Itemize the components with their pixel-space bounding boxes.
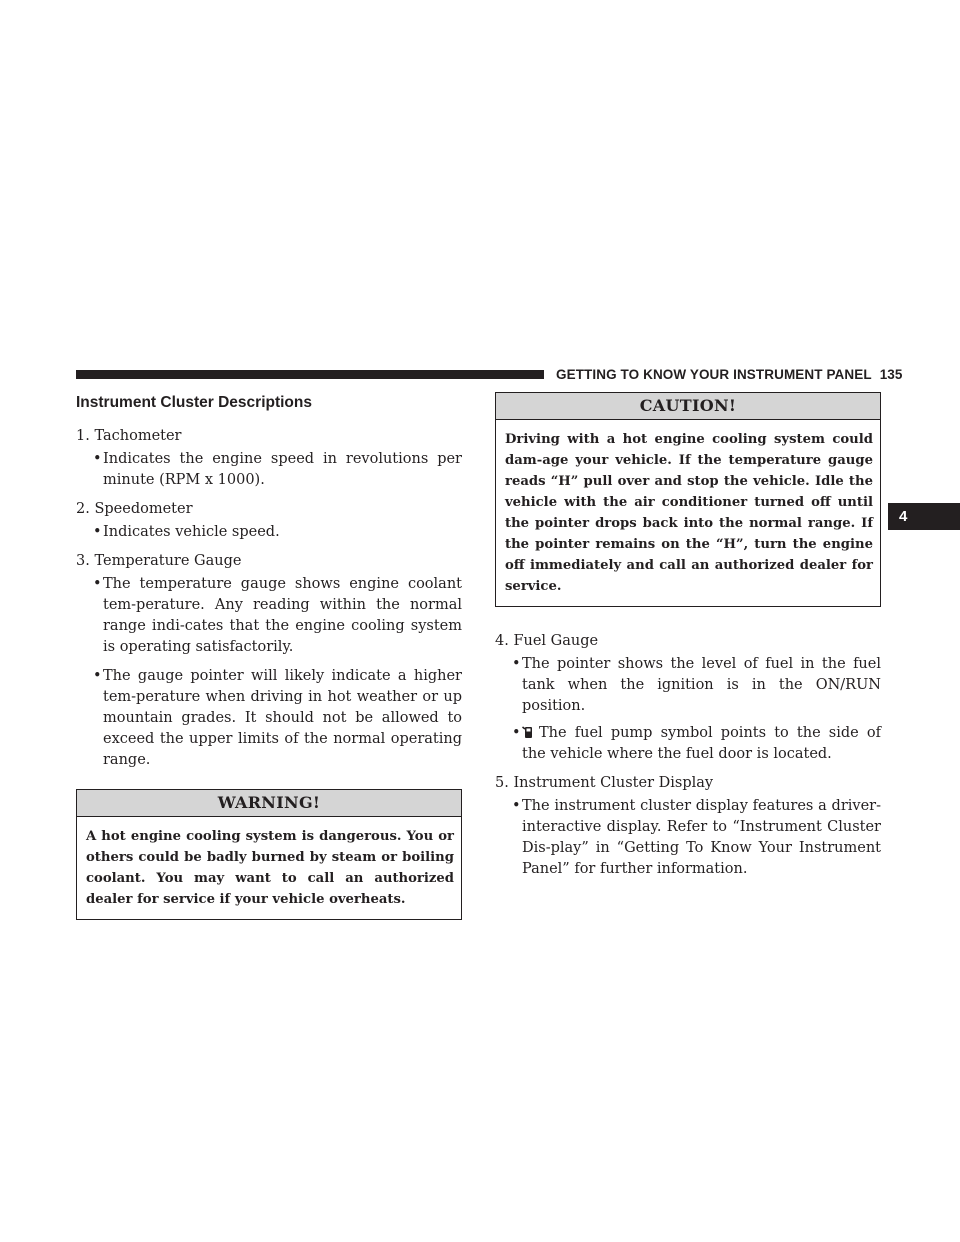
page-number: 135 [879,367,903,382]
bullet-text: • The pointer shows the level of fuel in the fuel tank when the ignition is in the ON/RUN position. [512,656,881,714]
item-title: 3. Temperature Gauge [76,553,242,569]
item-title: 1. Tachometer [76,428,182,444]
bullet-icon: • [93,576,102,592]
right-column [495,392,881,888]
bullet-text: • The gauge pointer will likely indicate a higher tem-perature when driving in hot weather or up mountain grades. It should not be allowed to exceed the upper limits of the normal operating range. [93,668,462,768]
bullet-text: • The temperature gauge shows engine coolant tem-perature. Any reading within the normal range indi-cates that the engine cooling system is operating satisfactorily. [93,576,462,655]
caution-text: Driving with a hot engine cooling system could dam-age your vehicle. If the temperature gauge reads “H” pull over and stop the vehicle. Idle the vehicle with the air conditioner turned off until the pointer drops back into the normal range. If the pointer remains on the “H”, turn the engine off immediately and call an authorized dealer for service. [505,432,873,594]
bullet-text: • Indicates vehicle speed. [76,522,462,543]
warning-title: WARNING! [77,790,461,817]
bullet-icon: • [93,524,102,540]
right-list [495,631,881,880]
bullet-icon: • [512,798,521,814]
bullet-text: • The fuel pump symbol points to the side of the vehicle where the fuel door is located. [512,725,881,762]
list-item-temperature-gauge [76,551,462,771]
bullet-text: • The instrument cluster display features a driver-interactive display. Refer to “Instrument Cluster Dis-play” in “Getting To Know Your Instrument Panel” for further information. [512,798,881,877]
warning-box [76,789,462,920]
bullet-icon: • [512,656,521,672]
item-title: 2. Speedometer [76,501,193,517]
list-item-fuel-gauge [495,631,881,765]
fuel-pump-icon [522,725,535,739]
chapter-tab[interactable]: 4 [888,503,960,530]
bullet-icon: • [93,668,102,684]
bullet-icon: • [93,451,102,467]
caution-title: CAUTION! [496,393,880,420]
bullet-icon: • [512,725,521,741]
item-title: 5. Instrument Cluster Display [495,775,714,791]
running-header [556,367,903,382]
warning-text: A hot engine cooling system is dangerous. You or others could be badly burned by steam or boiling coolant. You may want to call an authorized dealer for service if your vehicle overheats. [86,829,454,907]
header-rule [76,370,544,379]
item-title: 4. Fuel Gauge [495,633,599,649]
list-item-tachometer [76,426,462,491]
bullet-text: • Indicates the engine speed in revolutions per minute (RPM x 1000). [93,451,462,488]
list-item-cluster-display [495,773,881,880]
section-heading: Instrument Cluster Descriptions [76,394,312,411]
left-column [76,392,462,920]
list-item-speedometer [76,499,462,543]
header-title: GETTING TO KNOW YOUR INSTRUMENT PANEL [556,367,872,382]
caution-box [495,392,881,607]
